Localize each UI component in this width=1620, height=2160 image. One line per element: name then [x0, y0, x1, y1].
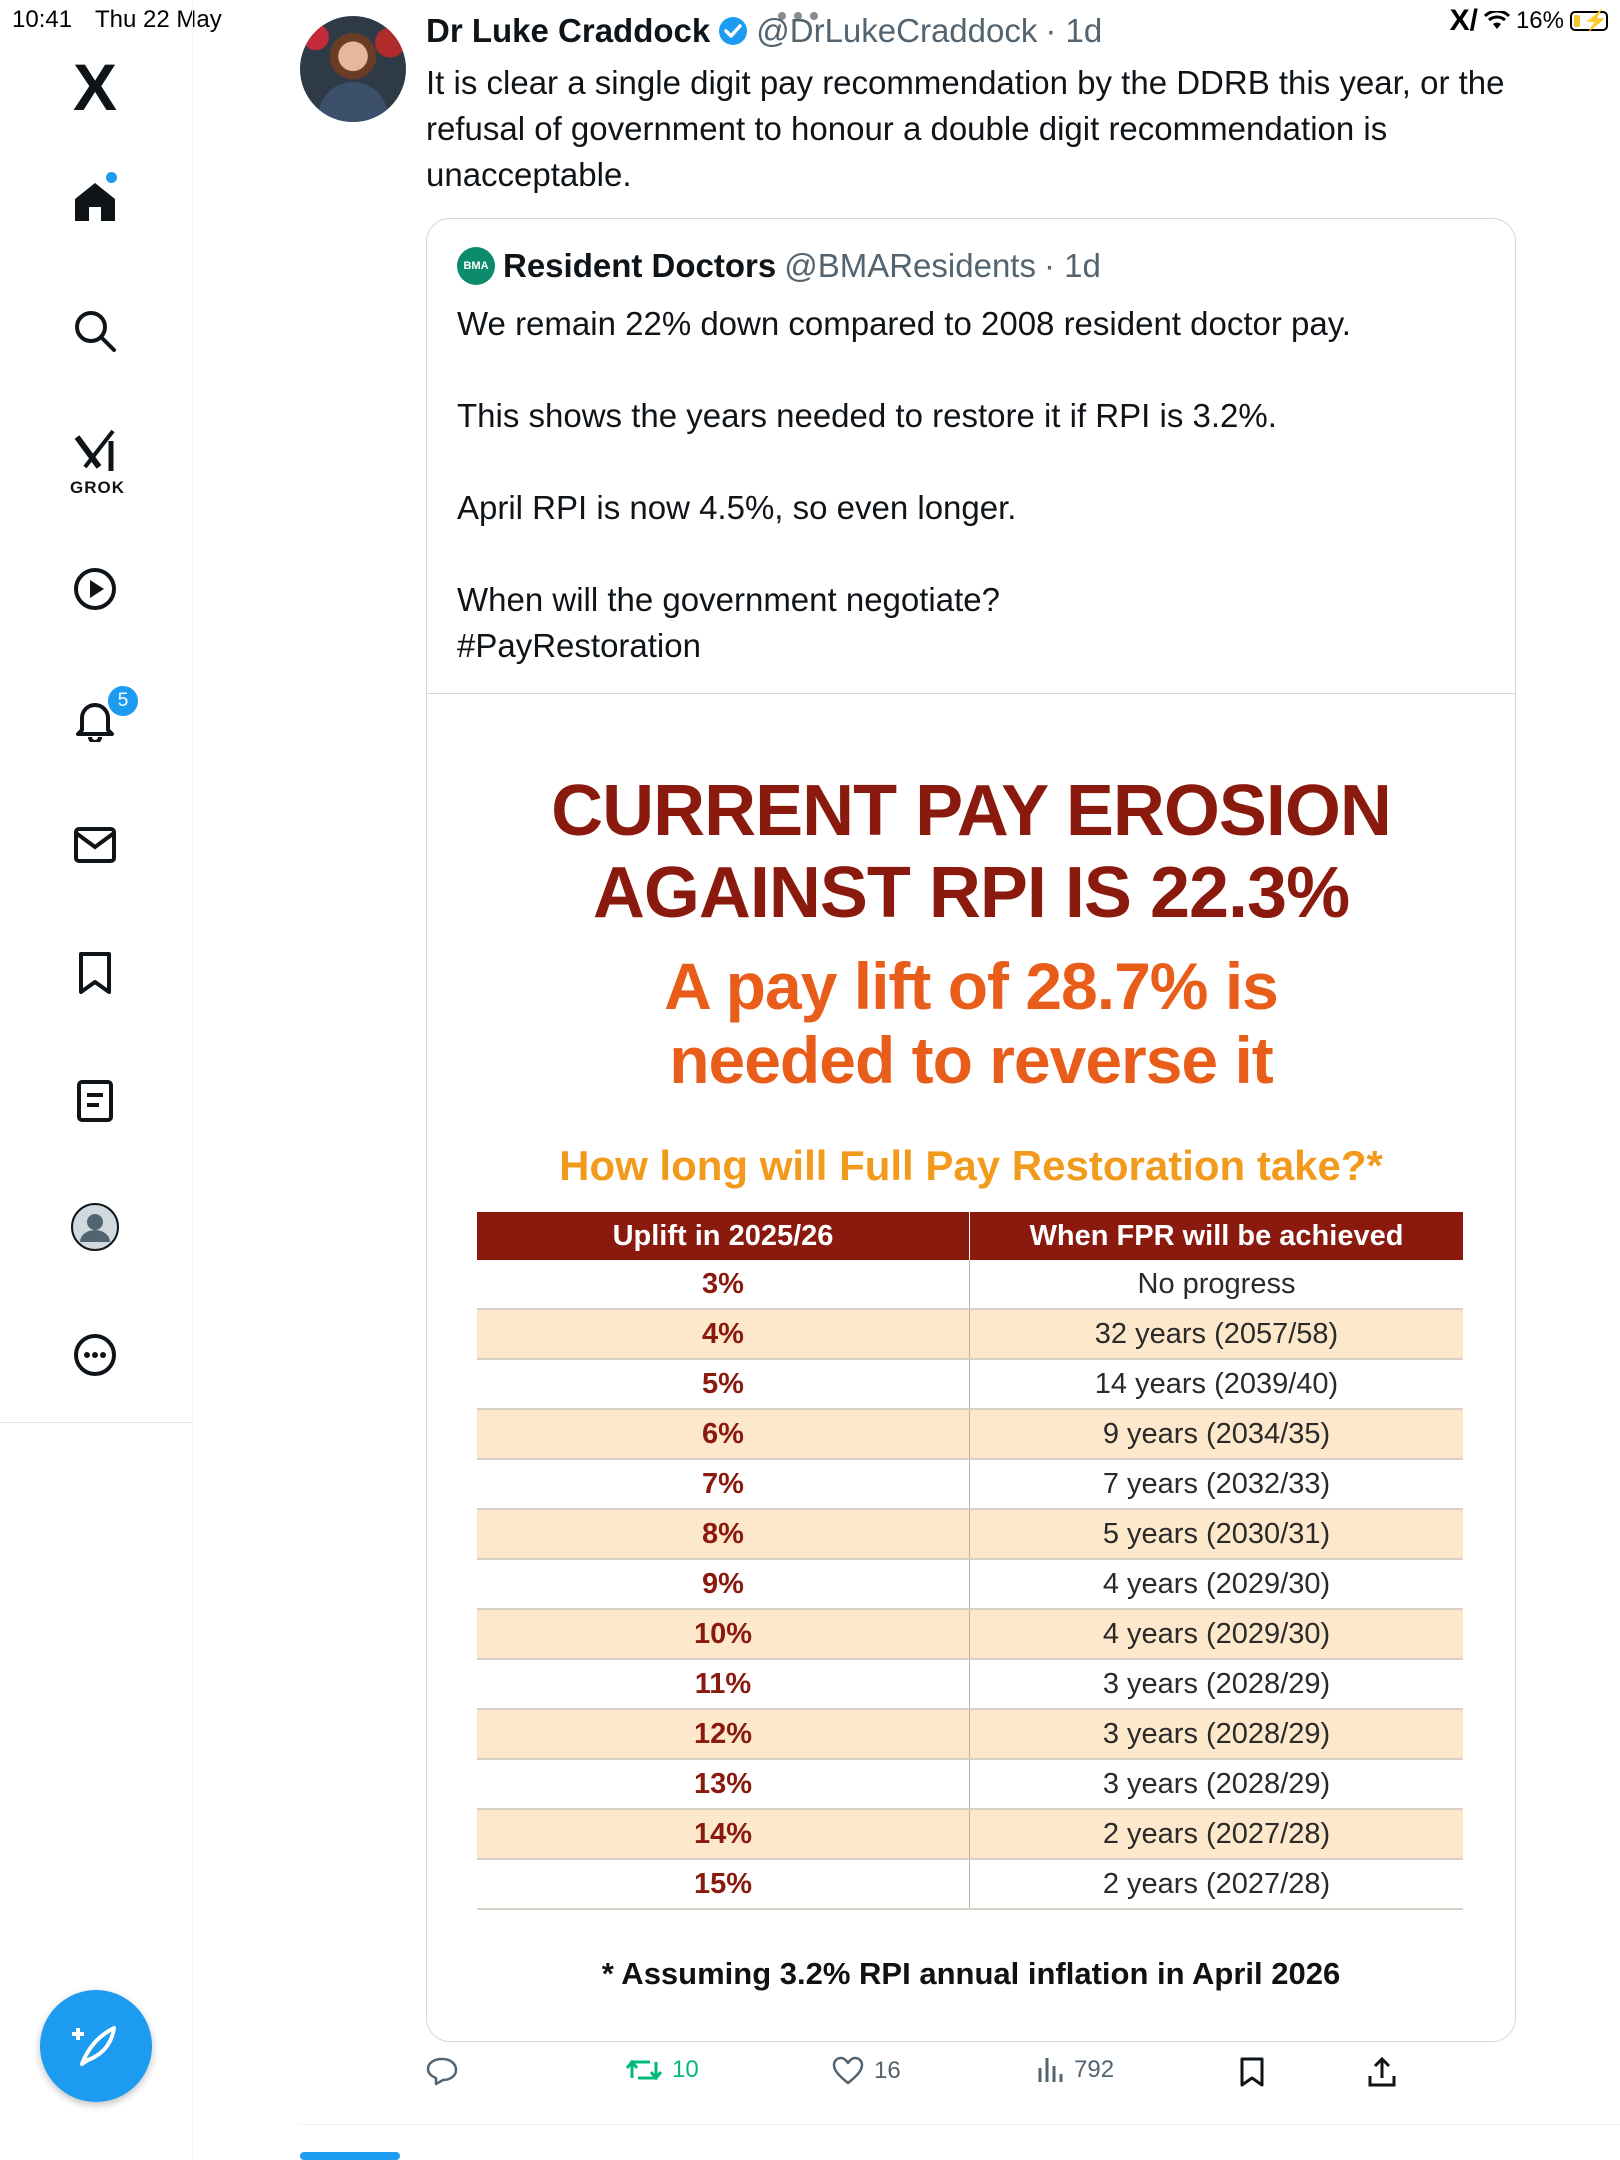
quote-handle: @BMAResidents [784, 247, 1036, 284]
quote-paragraph: When will the government negotiate? [457, 581, 1000, 618]
battery-icon: ⚡ [1570, 11, 1608, 31]
uplift-cell: 14% [477, 1809, 970, 1859]
infographic-title [427, 770, 1515, 934]
bookmark-button[interactable] [1238, 2056, 1266, 2088]
tweet-text: It is clear a single digit pay recommendation by the DDRB this year, or the refusal of government to honour a double digit recommendation is unacceptable. [426, 64, 1505, 193]
uplift-cell: 7% [477, 1459, 970, 1509]
uplift-cell: 15% [477, 1859, 970, 1909]
tweet-actions [426, 2056, 1516, 2100]
uplift-cell: 8% [477, 1509, 970, 1559]
fpr-cell: 7 years (2032/33) [970, 1459, 1464, 1509]
uplift-cell: 3% [477, 1260, 970, 1309]
views-button[interactable] [1036, 2056, 1114, 2084]
infographic-subtitle-line: A pay lift of 28.7% is [664, 949, 1278, 1023]
more-icon[interactable] [66, 1326, 124, 1384]
tweet-time[interactable]: · 1d [1045, 12, 1103, 49]
tweet-header [426, 12, 1102, 50]
quote-tweet[interactable] [426, 218, 1516, 2042]
table-header-row [477, 1212, 1463, 1260]
infographic-title-line: CURRENT PAY EROSION [551, 771, 1391, 851]
next-tweet-peek [300, 2152, 400, 2160]
table-row [477, 1359, 1463, 1409]
table-row [477, 1859, 1463, 1909]
avatar[interactable] [300, 16, 406, 122]
fpr-cell: 3 years (2028/29) [970, 1709, 1464, 1759]
search-icon[interactable] [66, 302, 124, 360]
infographic-image[interactable] [427, 694, 1515, 2041]
infographic-subtitle [427, 949, 1515, 1097]
uplift-cell: 10% [477, 1609, 970, 1659]
share-icon [1366, 2056, 1398, 2088]
infographic-question: How long will Full Pay Restoration take?* [559, 1142, 1383, 1189]
fpr-cell: 3 years (2028/29) [970, 1659, 1464, 1709]
fpr-cell: 9 years (2034/35) [970, 1409, 1464, 1459]
author-handle[interactable]: @DrLukeCraddock [756, 12, 1038, 49]
table-row [477, 1459, 1463, 1509]
table-row [477, 1309, 1463, 1359]
sidebar [0, 0, 193, 2160]
infographic-footnote: * Assuming 3.2% RPI annual inflation in April 2026 [601, 1956, 1341, 1991]
author-name[interactable]: Dr Luke Craddock [426, 12, 711, 49]
reply-button[interactable] [426, 2056, 468, 2086]
quote-author-name: Resident Doctors [503, 247, 777, 284]
bookmark-icon[interactable] [66, 944, 124, 1002]
fpr-cell: 4 years (2029/30) [970, 1609, 1464, 1659]
table-body [477, 1260, 1463, 1909]
home-unread-dot [106, 172, 117, 183]
bma-logo: BMA [457, 247, 495, 285]
retweet-count: 10 [672, 2056, 699, 2083]
fpr-cell: 14 years (2039/40) [970, 1359, 1464, 1409]
fpr-cell: 2 years (2027/28) [970, 1859, 1464, 1909]
quote-text [457, 301, 1477, 669]
hashtag-link[interactable]: #PayRestoration [457, 627, 701, 664]
grok-icon[interactable] [66, 422, 124, 480]
quote-header [457, 247, 1101, 285]
table-row [477, 1260, 1463, 1309]
table-row [477, 1609, 1463, 1659]
fpr-cell: No progress [970, 1260, 1464, 1309]
heart-icon [832, 2056, 864, 2086]
column-header-fpr: When FPR will be achieved [970, 1212, 1464, 1260]
uplift-cell: 13% [477, 1759, 970, 1809]
column-header-uplift: Uplift in 2025/26 [477, 1212, 970, 1260]
mail-icon[interactable] [66, 816, 124, 874]
quote-paragraph: April RPI is now 4.5%, so even longer. [457, 489, 1017, 526]
grok-label: GROK [70, 478, 125, 497]
table-row [477, 1809, 1463, 1859]
status-date: Thu 22 May [95, 6, 222, 33]
quote-time: · 1d [1043, 247, 1101, 284]
quote-paragraph: We remain 22% down compared to 2008 resident doctor pay. [457, 305, 1351, 342]
table-row [477, 1759, 1463, 1809]
table-row [477, 1409, 1463, 1459]
share-button[interactable] [1366, 2056, 1398, 2088]
uplift-cell: 4% [477, 1309, 970, 1359]
uplift-cell: 6% [477, 1409, 970, 1459]
infographic-title-line: AGAINST RPI IS 22.3% [592, 853, 1350, 933]
fpr-cell: 5 years (2030/31) [970, 1509, 1464, 1559]
table-row [477, 1509, 1463, 1559]
uplift-cell: 5% [477, 1359, 970, 1409]
status-time: 10:41 [12, 6, 73, 33]
fpr-cell: 3 years (2028/29) [970, 1759, 1464, 1809]
uplift-cell: 12% [477, 1709, 970, 1759]
battery-percent: 16% [1515, 7, 1564, 34]
retweet-icon [626, 2056, 662, 2084]
status-indicators [1450, 4, 1608, 38]
fpr-cell: 4 years (2029/30) [970, 1559, 1464, 1609]
compose-feather-icon [68, 2018, 124, 2074]
bookmark-icon [1238, 2056, 1266, 2088]
verified-badge-icon [718, 16, 748, 46]
table-row [477, 1709, 1463, 1759]
sidebar-divider [0, 1422, 192, 1423]
profile-icon[interactable] [66, 1198, 124, 1256]
retweet-button[interactable] [626, 2056, 699, 2084]
fpr-cell: 32 years (2057/58) [970, 1309, 1464, 1359]
grok-status-icon: X/ [1449, 4, 1478, 37]
uplift-cell: 11% [477, 1659, 970, 1709]
restoration-table [477, 1212, 1463, 1910]
quote-paragraph: This shows the years needed to restore it if RPI is 3.2%. [457, 397, 1277, 434]
feed-divider [300, 2124, 1620, 2125]
fpr-cell: 2 years (2027/28) [970, 1809, 1464, 1859]
uplift-cell: 9% [477, 1559, 970, 1609]
views-count: 792 [1074, 2056, 1115, 2083]
compose-button[interactable] [40, 1990, 152, 2102]
views-chart-icon [1036, 2056, 1064, 2084]
table-row [477, 1559, 1463, 1609]
x-logo[interactable]: X [72, 50, 118, 124]
list-icon[interactable] [66, 1072, 124, 1130]
play-icon[interactable] [66, 560, 124, 618]
like-count: 16 [874, 2057, 901, 2084]
wifi-icon [1484, 11, 1510, 31]
table-row [477, 1659, 1463, 1709]
reply-icon [426, 2056, 458, 2086]
notification-badge: 5 [106, 684, 140, 718]
like-button[interactable] [832, 2056, 901, 2086]
infographic-subtitle-line: needed to reverse it [669, 1023, 1273, 1097]
